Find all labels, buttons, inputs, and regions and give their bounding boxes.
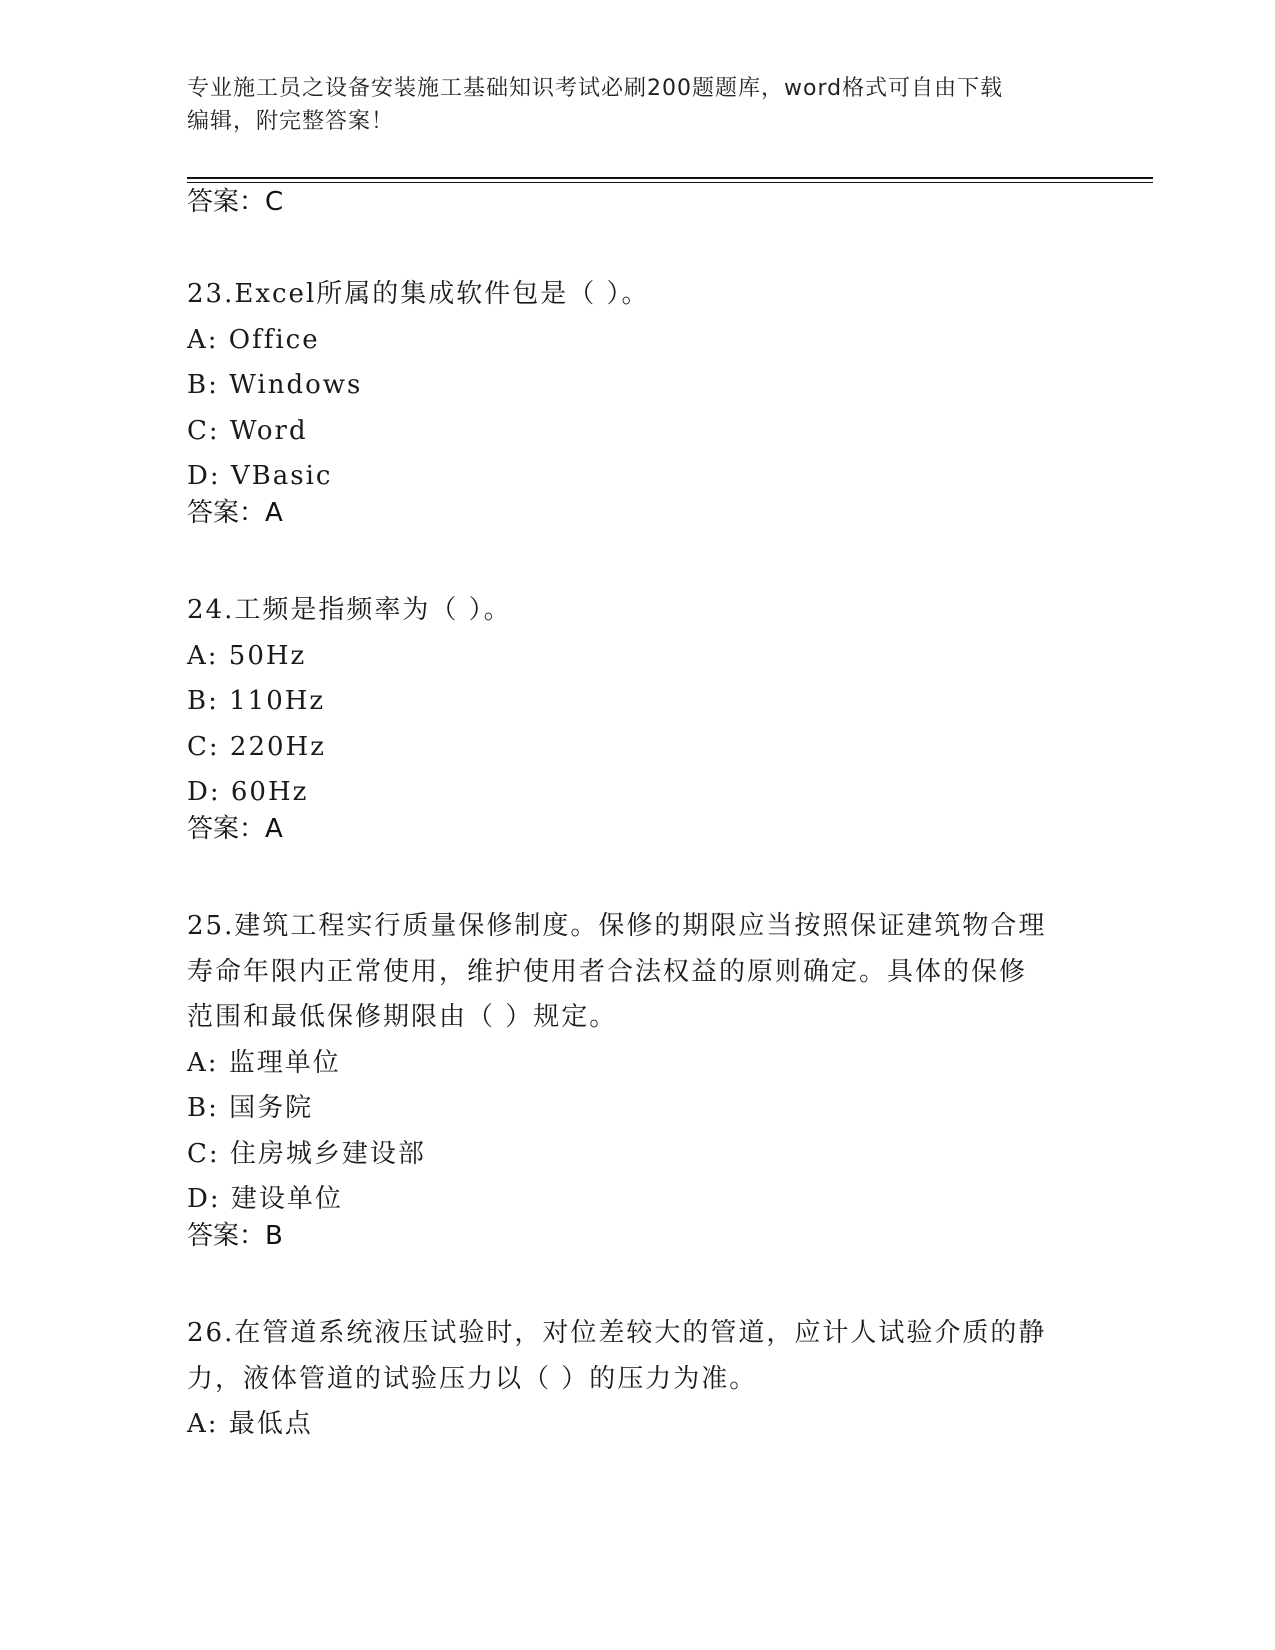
- question-text-line: 范围和最低保修期限由（ ）规定。: [187, 1002, 618, 1032]
- option-a: A: 监理单位: [187, 1047, 341, 1078]
- option-d: D: 60Hz: [187, 777, 309, 807]
- option-c: C: 住房城乡建设部: [187, 1138, 426, 1169]
- option-a: A: 最低点: [187, 1409, 313, 1439]
- question-26: [187, 1311, 1087, 1448]
- option-c: C: Word: [187, 415, 308, 446]
- option-b: B: 110Hz: [187, 686, 326, 716]
- question-25: [187, 904, 1087, 1223]
- question-text-line: 26.在管道系统液压试验时，对位差较大的管道，应计人试验介质的静: [187, 1318, 1047, 1348]
- question-23: [187, 272, 1087, 500]
- option-c: C: 220Hz: [187, 731, 326, 762]
- question-text-line: 力，液体管道的试验压力以（ ）的压力为准。: [187, 1363, 758, 1394]
- answer-24: 答案：A: [187, 814, 283, 844]
- header-divider-thick: [187, 177, 1153, 179]
- question-text-line: 25.建筑工程实行质量保修制度。保修的期限应当按照保证建筑物合理: [187, 911, 1047, 941]
- option-b: B: 国务院: [187, 1093, 314, 1123]
- answer-22: 答案：C: [187, 187, 284, 217]
- question-text: 23.Excel所属的集成软件包是（ ）。: [187, 279, 650, 309]
- question-24: [187, 588, 1087, 816]
- header-line-2: 编辑，附完整答案！: [187, 109, 395, 134]
- header-line-1: 专业施工员之设备安装施工基础知识考试必刷200题题库，word格式可自由下载: [187, 76, 1004, 101]
- header-divider-thin: [187, 182, 1153, 183]
- answer-25: 答案：B: [187, 1221, 283, 1251]
- option-d: D: 建设单位: [187, 1184, 343, 1214]
- question-text: 24.工频是指频率为（ ）。: [187, 595, 512, 625]
- option-a: A: 50Hz: [187, 640, 307, 671]
- option-d: D: VBasic: [187, 461, 333, 491]
- document-header: [187, 72, 1087, 138]
- answer-23: 答案：A: [187, 498, 283, 528]
- option-a: A: Office: [187, 324, 320, 355]
- question-text-line: 寿命年限内正常使用，维护使用者合法权益的原则确定。具体的保修: [187, 956, 1028, 987]
- option-b: B: Windows: [187, 370, 363, 400]
